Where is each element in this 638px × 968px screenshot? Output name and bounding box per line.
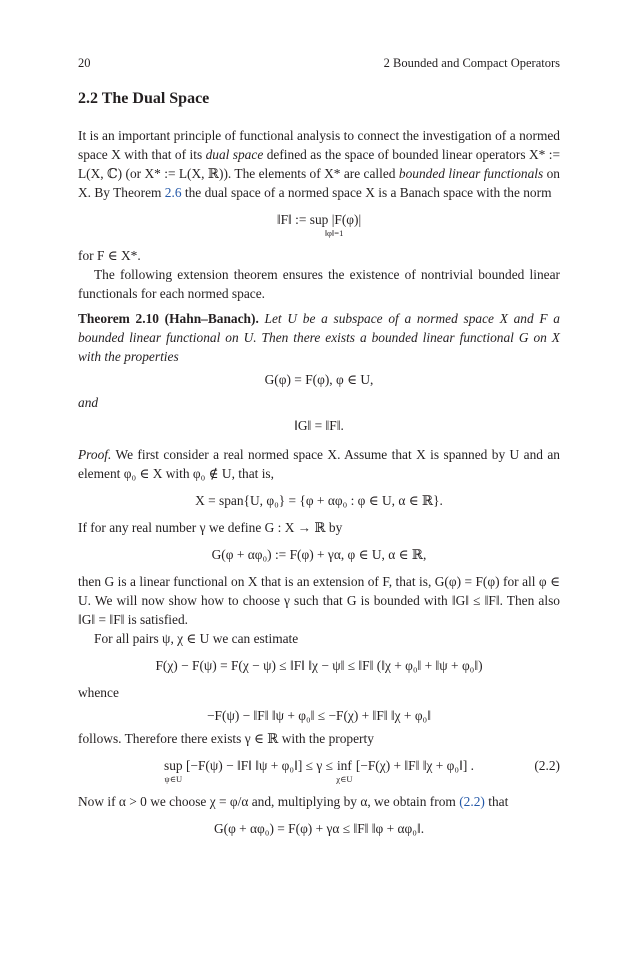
proof-paragraph-1: Proof. We first consider a real normed space X. Assume that X is spanned by U and an element φ₀ ∈ X with φ₀ ∉ U, that is, xyxy=(78,447,560,481)
final-equation: G(φ + αφ₀) = F(φ) + γα ≤ ‖F‖ ‖φ + αφ₀‖. xyxy=(213,821,425,836)
proof-paragraph-5: follows. Therefore there exists γ ∈ ℝ with the property xyxy=(78,731,374,746)
equation-2-2: sup ψ∈U [−F(ψ) − ‖F‖ ‖ψ + φ₀‖] ≤ γ ≤ inf χ∈U [−F(χ) + ‖F‖ ‖χ + φ₀‖] . (2.2) xyxy=(164,758,560,784)
proof-paragraph-4: For all pairs ψ, χ ∈ U we can estimate xyxy=(94,631,299,646)
theorem-ref-link[interactable]: 2.6 xyxy=(164,185,182,200)
for-text: for F ∈ X*. xyxy=(78,248,141,263)
sup-subscript: ψ∈U xyxy=(164,774,183,784)
proof-paragraph-3: then G is a linear functional on X that is an extension of F, that is, G(φ) = F(φ) for all φ ∈ U. We will now show how to choose γ such that G is bounded with ‖G‖ ≤ ‖F‖. Then also ‖G‖ = ‖F‖ is satisfied. xyxy=(78,574,560,627)
equation-ref-link[interactable]: (2.2) xyxy=(459,794,485,809)
dual-space-term: dual space xyxy=(205,147,264,162)
extension-paragraph: The following extension theorem ensures the existence of nontrivial bounded linear functionals for each normed space. xyxy=(78,267,560,301)
section-title: 2.2 The Dual Space xyxy=(78,90,210,107)
running-header xyxy=(78,56,560,76)
proof-label: Proof. xyxy=(78,447,112,462)
theorem-equation-2: ‖G‖ = ‖F‖. xyxy=(294,418,344,433)
span-equation: X = span{U, φ₀} = {φ + αφ₀ : φ ∈ U, α ∈ ℝ}. xyxy=(195,493,443,508)
theorem-statement: Theorem 2.10 (Hahn–Banach). Let U be a subspace of a normed space X and F a bounded linear functional on U. Then there exists a bounded linear functional G on X with the properties xyxy=(78,311,560,364)
proof-paragraph-6: Now if α > 0 we choose χ = φ/α and, multiplying by α, we obtain from (2.2) that xyxy=(78,794,509,809)
equation-tag: (2.2) xyxy=(534,758,560,773)
estimate-equation: F(χ) − F(ψ) = F(χ − ψ) ≤ ‖F‖ ‖χ − ψ‖ ≤ ‖F‖ (‖χ + φ₀‖ + ‖ψ + φ₀‖) xyxy=(155,658,483,673)
intro-paragraph: It is an important principle of functional analysis to connect the investigation of a normed space X with that of its dual space defined as the space of bounded linear operators X* := L(X, ℂ) (or X* := L(X, ℝ)). The elements of X* are called bounded linear functionals on X. By Theorem 2.6 the dual space of a normed space X is a Banach space with the norm xyxy=(78,128,560,200)
whence-text: whence xyxy=(78,685,119,700)
and-text: and xyxy=(78,395,99,410)
inf-subscript: χ∈U xyxy=(336,774,353,784)
definition-equation: G(φ + αφ₀) := F(φ) + γα, φ ∈ U, α ∈ ℝ, xyxy=(211,547,427,562)
bounded-functionals-term: bounded linear functionals xyxy=(398,166,544,181)
proof-paragraph-2: If for any real number γ we define G : X → ℝ by xyxy=(78,520,343,535)
norm-sub: ‖φ‖=1 xyxy=(324,228,344,238)
theorem-equation-1: G(φ) = F(φ), φ ∈ U, xyxy=(264,372,374,387)
page-number: 20 xyxy=(78,56,91,70)
chapter-title: 2 Bounded and Compact Operators xyxy=(383,56,560,70)
page xyxy=(78,56,560,846)
norm-equation: ‖F‖ := sup |F(φ)| ‖φ‖=1 xyxy=(276,212,362,238)
whence-equation: −F(ψ) − ‖F‖ ‖ψ + φ₀‖ ≤ −F(χ) + ‖F‖ ‖χ + φ₀‖ xyxy=(207,708,431,723)
theorem-title: Theorem 2.10 (Hahn–Banach). xyxy=(78,311,259,326)
